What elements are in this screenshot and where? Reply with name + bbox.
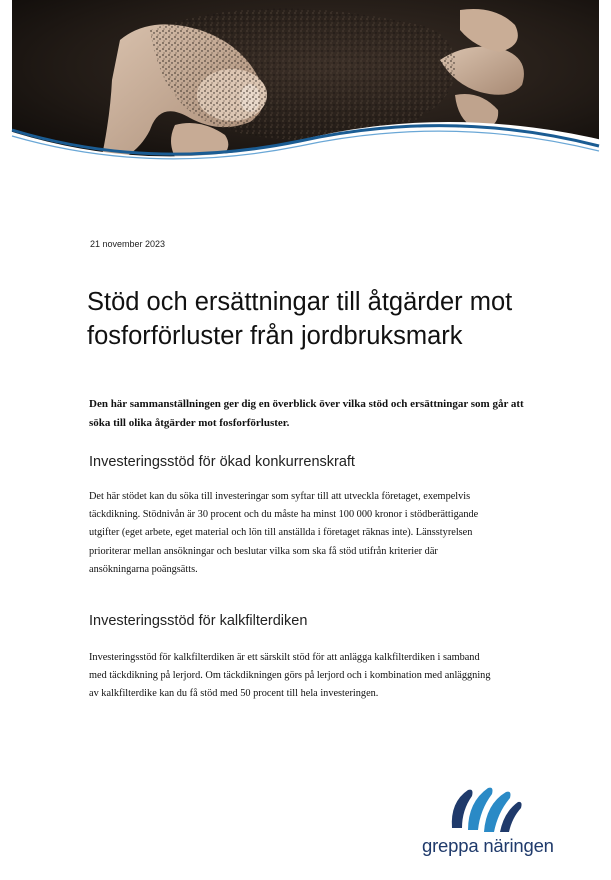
section-heading: Investeringsstöd för kalkfilterdiken (89, 613, 308, 629)
hero-image (0, 0, 611, 165)
page-title: Stöd och ersättningar till åtgärder mot fosforförluster från jordbruksmark (87, 288, 513, 350)
lead-paragraph: Den här sammanställningen ger dig en överblick över vilka stöd och ersättningar som går att söka till olika åtgärder mot fosforförluster. (89, 398, 524, 429)
hands-holding-soil-photo (0, 0, 611, 165)
greppa-logo-icon (446, 780, 526, 834)
greppa-logo (422, 780, 577, 860)
section-body: Det här stödet kan du söka till investeringar som syftar till att utveckla företaget, exempelvis täckdikning. Stödnivån är 30 procent och du måste ha minst 100 000 kronor i stödberättigande utgifter (eget arbete, eget material och lön till anställda i företaget räknas inte). Länsstyrelsen prioriterar mellan ansökningar och beslutar vilka som ska få stöd utifrån kriterier där ansökningarna poängsätts. (89, 491, 479, 575)
section-body: Investeringsstöd för kalkfilterdiken är ett särskilt stöd för att anlägga kalkfilterdiken i samband med täckdikning på lerjord. Om täckdikningen görs på lerjord och i kombination med anläggning av kalkfilterdike kan du få stöd med 50 procent till hela investeringen. (89, 652, 491, 700)
logo-text: greppa näringen (422, 835, 554, 856)
section-heading: Investeringsstöd för ökad konkurrenskraft (89, 454, 355, 470)
document-date: 21 november 2023 (90, 239, 166, 249)
